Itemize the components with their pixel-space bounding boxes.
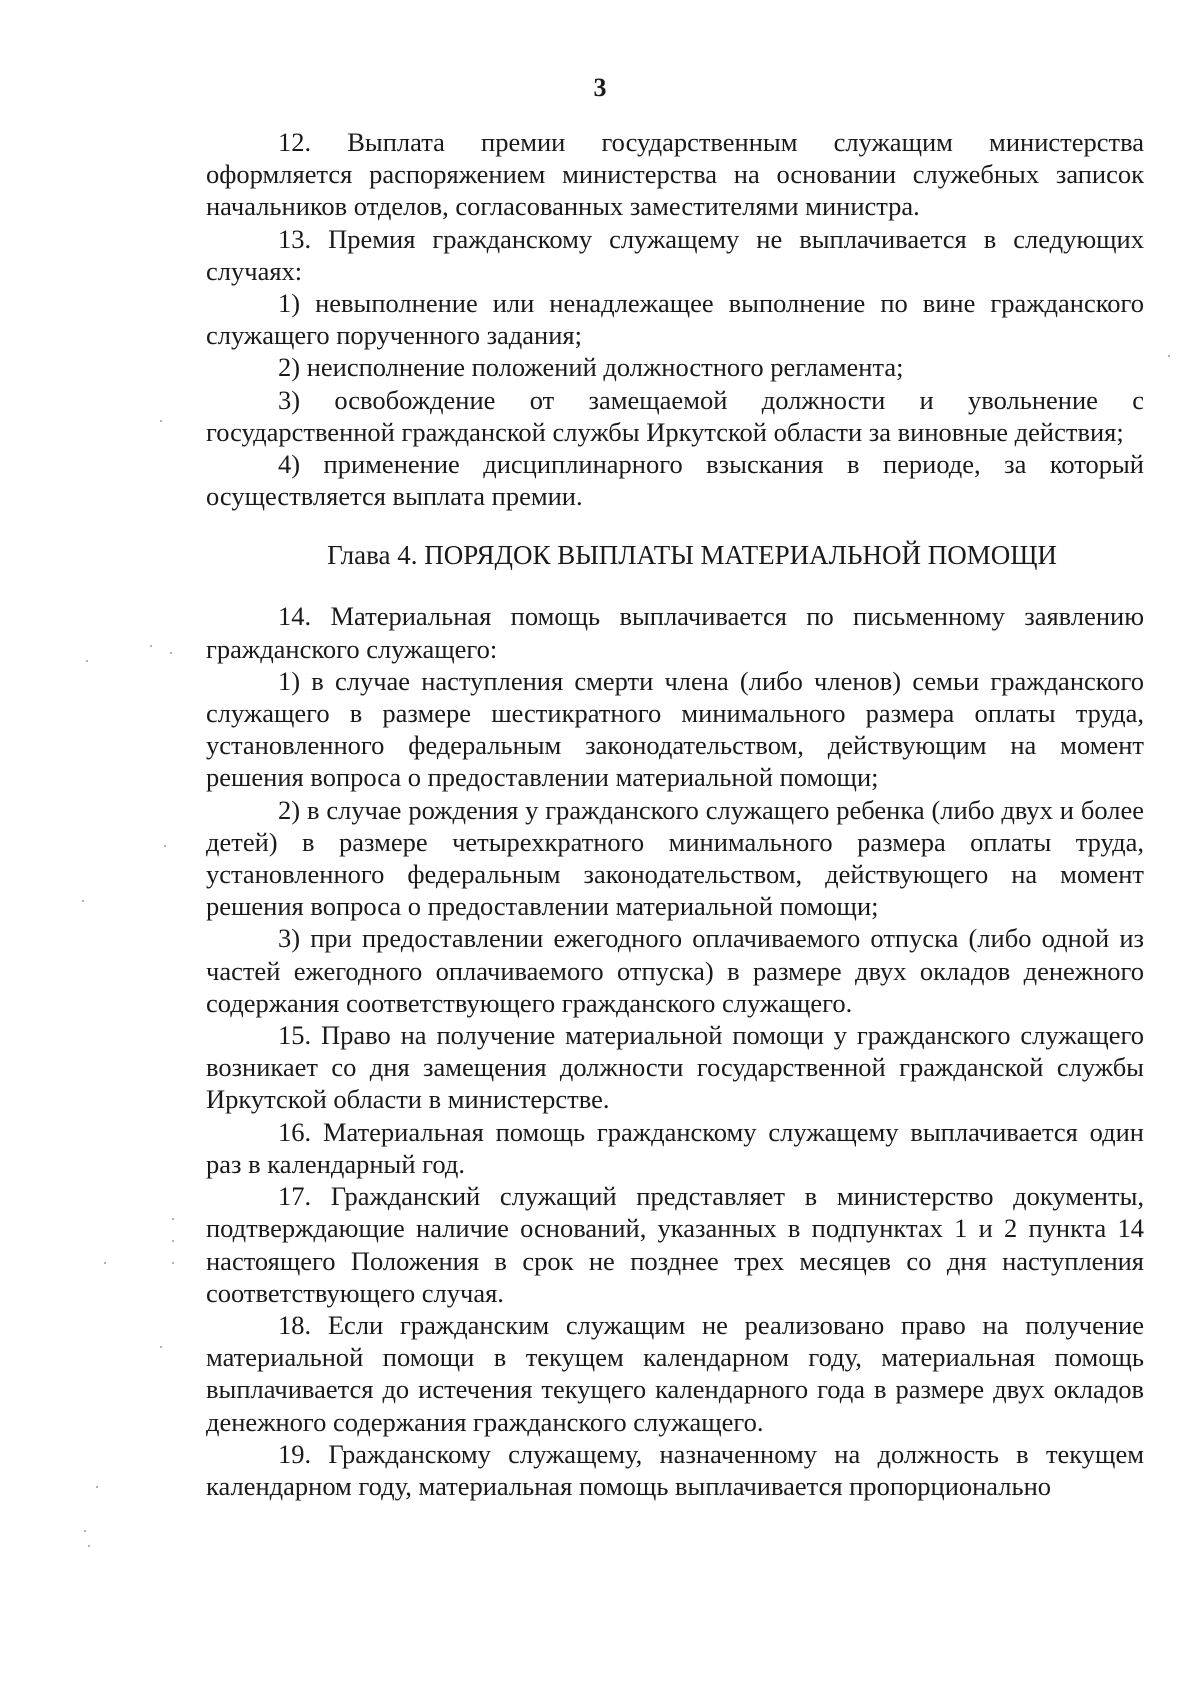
paragraph-19: 19. Гражданскому служащему, назначенному на должность в текущем календарном году, материальная помощь выплачивается пропорционально	[206, 1438, 1144, 1501]
paragraph-14-item-1: 1) в случае наступления смерти члена (либо членов) семьи гражданского служащего в размере шестикратного минимального размера оплаты труда, установленного федеральным законодательством, действующим на момент решения вопроса о предоставлении материальной помощи;	[206, 665, 1144, 793]
paragraph-17: 17. Гражданский служащий представляет в министерство документы, подтверждающие наличие оснований, указанных в подпунктах 1 и 2 пункта 14 настоящего Положения в срок не позднее трех месяцев со дня наступления соответствующего случая.	[206, 1181, 1144, 1308]
paragraph-13-item-4: 4) применение дисциплинарного взыскания в периоде, за который осуществляется выплата премии.	[206, 449, 1144, 512]
paragraph-13-item-3: 3) освобождение от замещаемой должности и увольнение с государственной гражданской службы Иркутской области за виновные действия;	[206, 384, 1144, 447]
paragraph-15: 15. Право на получение материальной помощи у гражданского служащего возникает со дня замещения должности государственной гражданской службы Иркутской области в министерстве.	[206, 1020, 1144, 1115]
page-number: 3	[593, 73, 607, 102]
paragraph-14-item-2: 2) в случае рождения у гражданского служащего ребенка (либо двух и более детей) в размере четырехкратного минимального размера оплаты труда, установленного федеральным законодательством, действующего на момент решения вопроса о предоставлении материальной помощи;	[206, 794, 1144, 922]
document-body	[206, 126, 1144, 1502]
paragraph-13: 13. Премия гражданскому служащему не выплачивается в следующих случаях:	[206, 223, 1144, 286]
paragraph-18: 18. Если гражданским служащим не реализовано право на получение материальной помощи в текущем календарном году, материальная помощь выплачивается до истечения текущего календарного года в размере двух окладов денежного содержания гражданского служащего.	[206, 1309, 1144, 1437]
paragraph-14-item-3: 3) при предоставлении ежегодного оплачиваемого отпуска (либо одной из частей ежегодного оплачиваемого отпуска) в размере двух окладов денежного содержания соответствующего гражданского служащего.	[206, 923, 1144, 1018]
paragraph-16: 16. Материальная помощь гражданскому служащему выплачивается один раз в календарный год.	[206, 1116, 1144, 1179]
paragraph-13-item-2: 2) неисполнение положений должностного регламента;	[278, 352, 904, 383]
chapter-heading: Глава 4. ПОРЯДОК ВЫПЛАТЫ МАТЕРИАЛЬНОЙ ПОМОЩИ	[327, 540, 1057, 571]
paragraph-14: 14. Материальная помощь выплачивается по письменному заявлению гражданского служащего:	[206, 601, 1144, 664]
paragraph-12: 12. Выплата премии государственным служащим министерства оформляется распоряжением министерства на основании служебных записок начальников отделов, согласованных заместителями министра.	[206, 127, 1144, 222]
paragraph-13-item-1: 1) невыполнение или ненадлежащее выполнение по вине гражданского служащего порученного задания;	[206, 288, 1144, 351]
